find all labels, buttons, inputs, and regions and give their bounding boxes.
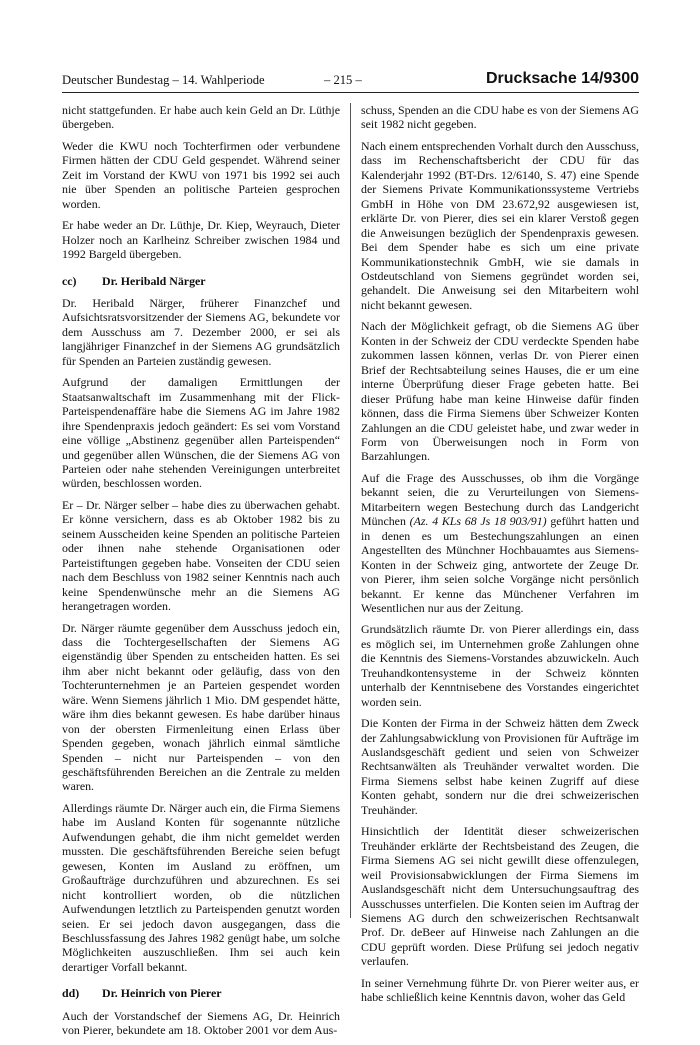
paragraph: Er – Dr. Närger selber – habe dies zu überwachen gehabt. Er könne versichern, dass es ab Oktober 1982 bis zu seinem Ausscheiden keine Spenden an politische Parteien oder ihnen nahe stehende Organisationen oder Parteistiftungen gegeben habe. Vonseiten der CDU seien nach dem Beschluss von 1982 seiner Kenntnis nach auch keine Spendenwünsche mehr an die Siemens AG herangetragen worden. <box>62 497 340 614</box>
paragraph-text: Auf die Frage des Ausschusses, ob ihm die Vorgänge bekannt seien, die zu Verurteilungen von Siemens-Mitarbeitern wegen Bestechung durch das Landgericht München <box>361 470 639 529</box>
paragraph: Dr. Heribald Närger, früherer Finanzchef und Aufsichtsratsvorsitzender der Siemens AG, bekundete vor dem Ausschuss am 7. Dezember 2000, er sei als langjähriger Finanzchef in der Siemens AG grundsätzlich für Spenden an Parteien zuständig gewesen. <box>62 295 340 368</box>
paragraph: Hinsichtlich der Identität dieser schweizerischen Treuhänder erklärte der Rechtsbeistand des Zeugen, die Firma Siemens AG sei nicht gewillt diese offenzulegen, weil Provisionsabwicklungen der Firma Siemens im Auslandsgeschäft nicht dem Untersuchungsauftrag des Ausschusses unterfielen. Die Konten seien im Auftrag der Siemens AG durch den schweizerischen Rechtsanwalt Prof. Dr. deBeer auf Hinweise nach Zahlungen an die CDU geprüft worden. Diese Prüfung sei jedoch negativ verlaufen. <box>361 824 639 969</box>
left-column <box>62 103 340 1045</box>
right-column <box>361 103 639 1012</box>
paragraph: In seiner Vernehmung führte Dr. von Pierer weiter aus, er habe schließlich keine Kenntnis davon, woher das Geld <box>361 975 639 1005</box>
column-divider <box>350 103 351 918</box>
section-title: Dr. Heinrich von Pierer <box>102 986 222 1001</box>
header-document-number: Drucksache 14/9300 <box>486 70 639 87</box>
case-reference: (Az. 4 KLs 68 Js 18 903/91) <box>409 514 547 529</box>
paragraph-text: geführt hatten und in denen es um Bestechungszahlungen an einen Angestellten des Münchner Hochbauamtes aus Siemens-Konten in der Schweiz ging, antwortete der Zeuge Dr. von Pierer, ihm seien solche Vorgänge nicht persönlich bekannt. Er kenne das Münchener Verfahren im Wesentlichen nur aus der Zeitung. <box>361 514 640 615</box>
paragraph: Nach einem entsprechenden Vorhalt durch den Ausschuss, dass im Rechenschaftsbericht der CDU für das Kalenderjahr 1992 (BT-Drs. 12/6140, S. 47) eine Spende der Siemens Private Kommunikationssysteme Vertriebs GmbH in Höhe von DM 23.672,92 ausgewiesen ist, erklärte Dr. von Pierer, dies sei ein klarer Verstoß gegen die Anweisungen bezüglich der Spendenpraxis gewesen. Bei dem Spender habe es sich um eine private Kommunikationstechnik GmbH, wie sie damals in Ostdeutschland von Siemens gegründet worden sei, gehandelt. Die Anweisung sei den Mitarbeitern wohl nicht bekannt gewesen. <box>361 138 639 312</box>
section-heading-cc <box>62 274 340 288</box>
section-title: Dr. Heribald Närger <box>102 273 206 288</box>
paragraph: Auch der Vorstandschef der Siemens AG, Dr. Heinrich von Pierer, bekundete am 18. Oktober 2001 vor dem Aus- <box>62 1008 340 1038</box>
paragraph: nicht stattgefunden. Er habe auch kein Geld an Dr. Lüthje übergeben. <box>62 103 340 132</box>
paragraph: Aufgrund der damaligen Ermittlungen der Staatsanwaltschaft im Zusammenhang mit der Flick-Parteispendenaffäre habe die Siemens AG im Jahre 1982 ihre Spendenpraxis jedoch geändert: Es sei vom Vorstand eine völlige „Abstinenz gegenüber allen Parteispenden“ und gegenüber allen Wünschen, die der Siemens AG von Parteien oder nahe stehenden Vereinigungen unterbreitet würden, beschlossen worden. <box>62 375 340 491</box>
paragraph: Weder die KWU noch Tochterfirmen oder verbundene Firmen hätten der CDU Geld gespendet. Während seiner Zeit im Vorstand der KWU von 1971 bis 1992 sei auch nie über Spenden an politische Parteien gesprochen worden. <box>62 138 340 211</box>
section-number: cc) <box>62 273 77 288</box>
paragraph: schuss, Spenden an die CDU habe es von der Siemens AG seit 1982 nicht gegeben. <box>361 103 639 132</box>
header-page-number: – 215 – <box>324 73 362 87</box>
section-heading-dd <box>62 986 340 1000</box>
header-rule <box>62 92 639 93</box>
paragraph: Allerdings räumte Dr. Närger auch ein, die Firma Siemens habe im Ausland Konten für sogenannte nützliche Aufwendungen gehabt, die ihm nicht gemeldet werden mussten. Die geschäftsführenden Bereiche seien befugt gewesen, Konten im Ausland zu eröffnen, um Großaufträge durchzuführen und abzurechnen. Es sei nicht kontrolliert worden, ob die nützlichen Aufwendungen letztlich zu Parteispenden genutzt worden seien. Er sei jedoch davon ausgegangen, dass die Beschlussfassung des Jahres 1982 genügt habe, um solche Möglichkeiten auszuschließen. Ihm sei auch kein derartiger Vorfall bekannt. <box>62 800 340 974</box>
paragraph: Grundsätzlich räumte Dr. von Pierer allerdings ein, dass es möglich sei, im Unternehmen große Zahlungen ohne die Kenntnis des Siemens-Vorstandes abzuwickeln. Auch Treuhandkontensysteme in der Schweiz könnten unterhalb der Kenntnisebene des Vorstandes eingerichtet worden sein. <box>361 622 639 709</box>
paragraph: Dr. Närger räumte gegenüber dem Ausschuss jedoch ein, dass die Tochtergesellschaften der Siemens AG eigenständig über Spenden zu entscheiden hatten. Es sei ihm aber nicht bekannt oder geläufig, dass von den Tochterunternehmen je an Parteien gespendet worden wäre. Wenn Siemens jährlich 1 Mio. DM gespendet hätte, wäre ihm dies bekannt gewesen. Es habe darüber hinaus von der obersten Firmenleitung einen Erlass über Spenden gegeben, wonach jährlich einmal sämtliche Spenden – nicht nur Parteispenden – von den geschäftsführenden Bereichen an die Zentrale zu melden waren. <box>62 620 340 794</box>
header-publication: Deutscher Bundestag – 14. Wahlperiode <box>62 73 265 87</box>
paragraph: Die Konten der Firma in der Schweiz hätten dem Zweck der Zahlungsabwicklung von Provisionen für Aufträge im Auslandsgeschäft gedient und seien von Schweizer Rechtsanwälten als Treuhänder verwaltet worden. Die Firma Siemens selbst habe keinen Zugriff auf diese Konten gehabt, sondern nur die drei schweizerischen Treuhänder. <box>361 716 639 817</box>
page-header <box>62 70 639 92</box>
paragraph: Nach der Möglichkeit gefragt, ob die Siemens AG über Konten in der Schweiz der CDU verdeckte Spenden habe zukommen lassen können, verlas Dr. von Pierer einen Brief der Rechtsabteilung seines Hauses, die er um eine interne Überprüfung dieser Frage gebeten hatte. Bei dieser Prüfung habe man keine Hinweise dafür finden können, dass die Firma Siemens über Schweizer Konten Zahlungen an die CDU geleistet habe, und zwar weder in Form von Überweisungen noch in Form von Barzahlungen. <box>361 319 639 464</box>
paragraph <box>361 471 639 616</box>
section-number: dd) <box>62 986 80 1001</box>
paragraph: Er habe weder an Dr. Lüthje, Dr. Kiep, Weyrauch, Dieter Holzer noch an Karlheinz Schreiber zwischen 1984 und 1992 Bargeld übergeben. <box>62 218 340 262</box>
